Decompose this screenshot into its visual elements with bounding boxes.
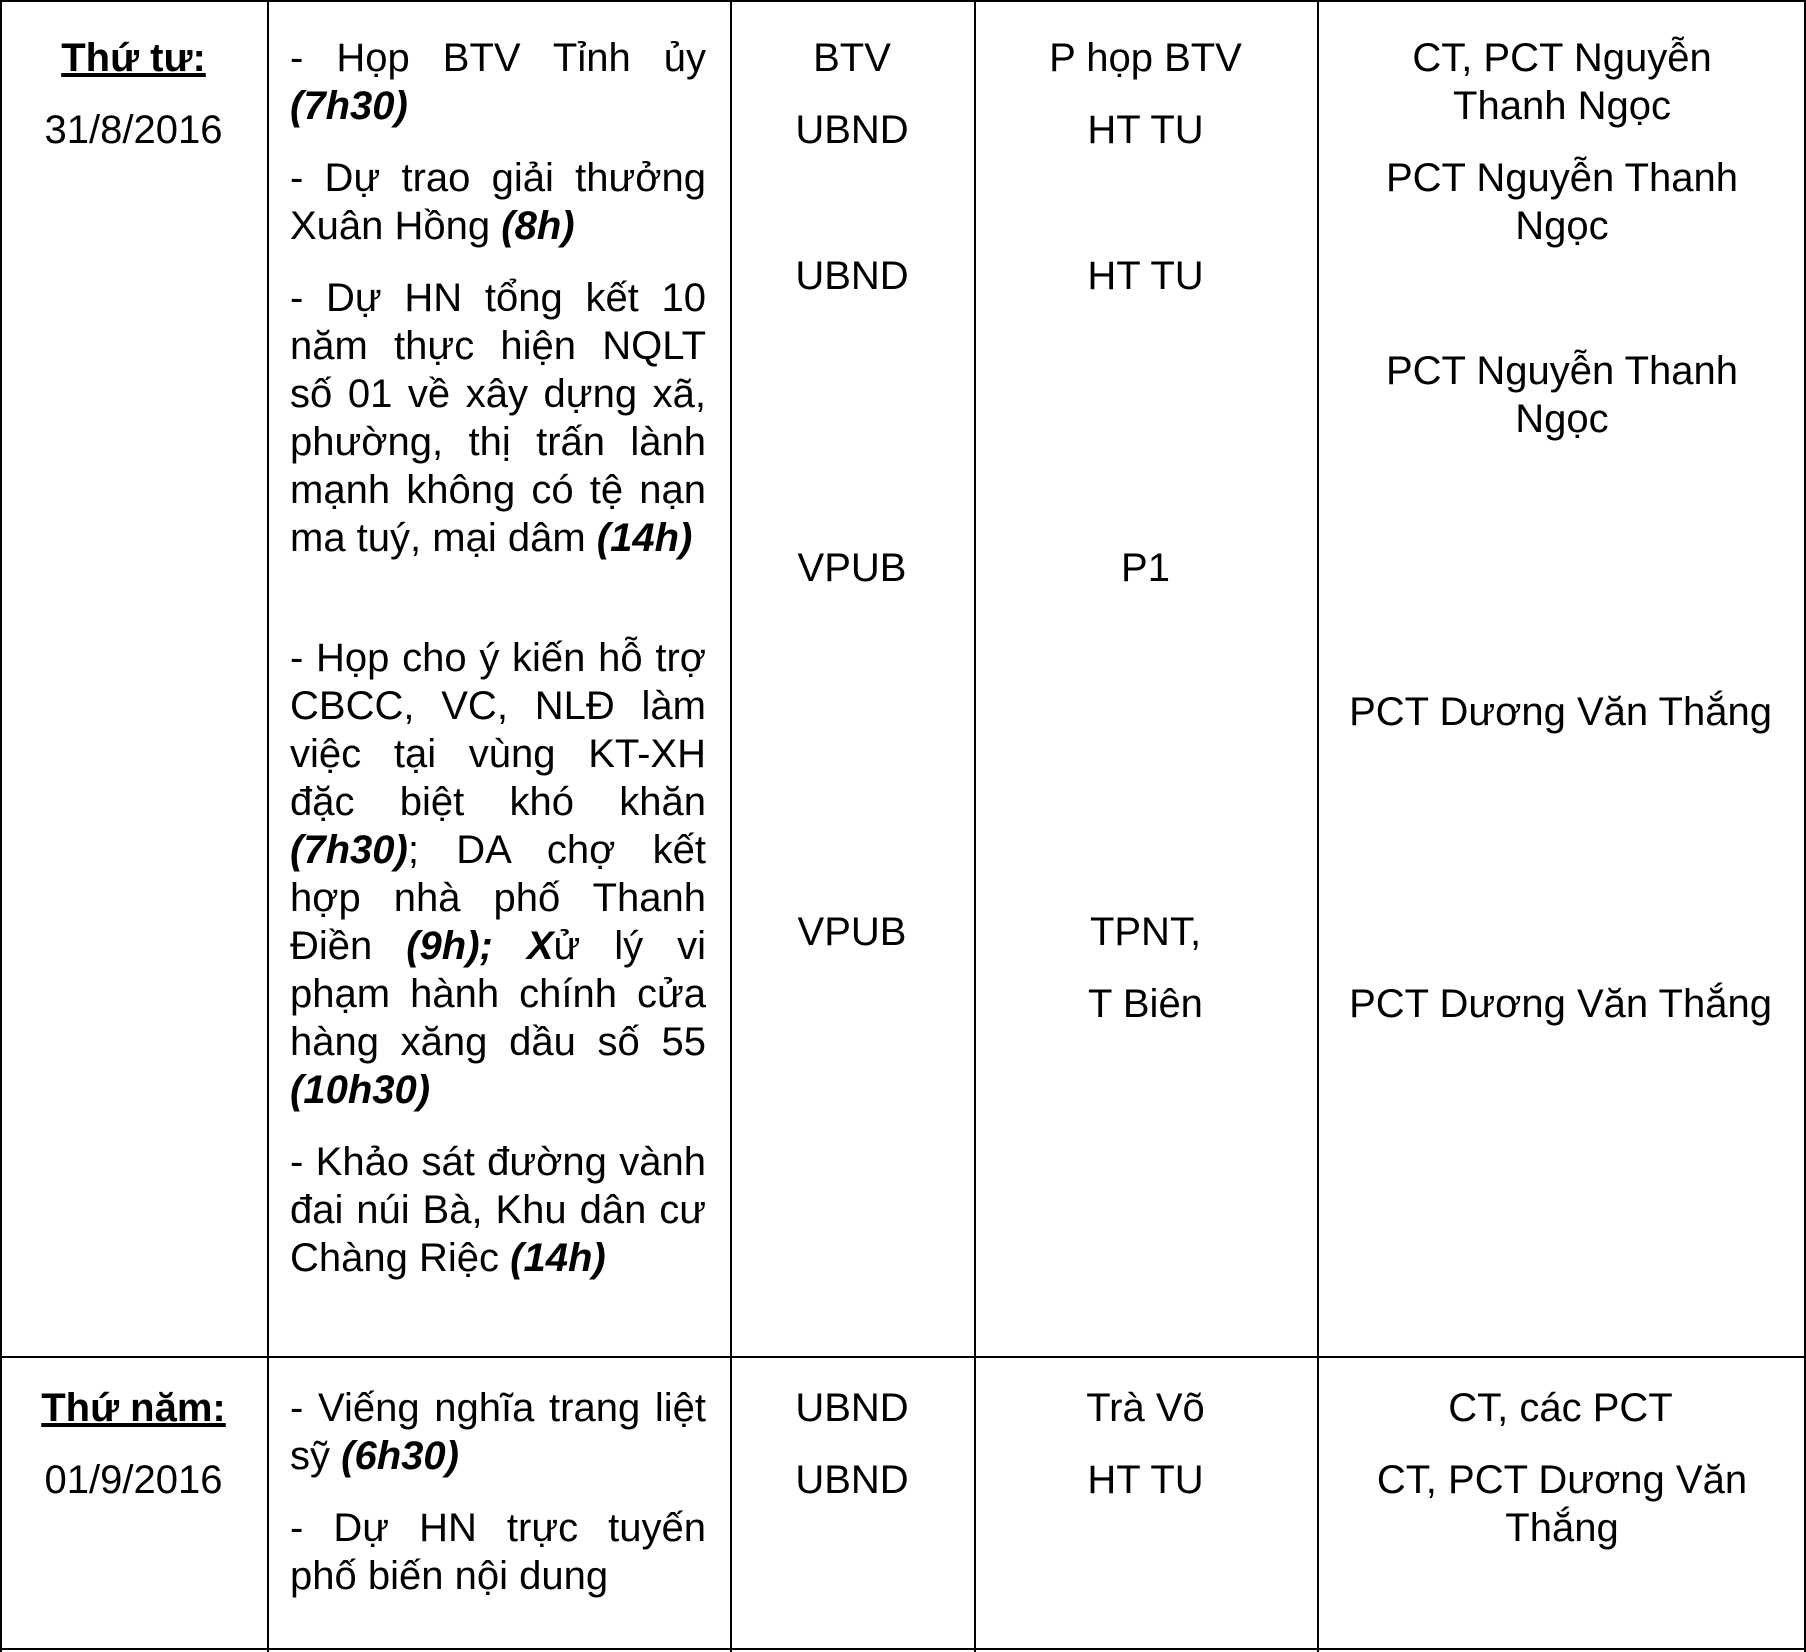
leader-cell: CT, các PCT [1448, 1386, 1673, 1430]
activity-item: - Dự HN trực tuyến phố biến nội dung [290, 1506, 706, 1598]
leader-cell: PCT Dương Văn Thắng [1349, 982, 1772, 1026]
unit-cell: UBND [795, 1458, 909, 1502]
activity-item: - Họp cho ý kiến hỗ trợ CBCC, VC, NLĐ làm việc tại vùng KT-XH đặc biệt khó khăn (7h30); DA chợ kết hợp nhà phố Thanh Điền (9h); Xử lý vi phạm hành chính cửa hàng xăng dầu số 55 (10h30) [290, 636, 706, 1112]
row-divider [0, 0, 1806, 2]
activity-item: - Viếng nghĩa trang liệt sỹ (6h30) [290, 1386, 706, 1478]
date-label: 01/9/2016 [44, 1458, 223, 1502]
date-label: 31/8/2016 [44, 108, 223, 152]
activity-item: - Khảo sát đường vành đai núi Bà, Khu dân cư Chàng Riệc (14h) [290, 1140, 706, 1280]
activity-item: - Dự trao giải thưởng Xuân Hồng (8h) [290, 156, 706, 248]
activity-item: - Dự HN tổng kết 10 năm thực hiện NQLT số 01 về xây dựng xã, phường, thị trấn lành mạnh không có tệ nạn ma tuý, mại dâm (14h) [290, 276, 706, 560]
place-cell: P họp BTV [1049, 36, 1242, 80]
leader-cell: PCT Nguyễn Thanh Ngọc [1385, 156, 1739, 248]
place-cell: HT TU [1087, 108, 1204, 152]
unit-cell: UBND [795, 254, 909, 298]
row-divider [0, 1648, 1806, 1650]
unit-cell: VPUB [797, 910, 907, 954]
activity-item: - Họp BTV Tỉnh ủy (7h30) [290, 36, 706, 128]
place-cell: T Biên [1088, 982, 1203, 1026]
day-label: Thứ năm: [41, 1386, 226, 1430]
day-label: Thứ tư: [61, 36, 206, 80]
place-cell: TPNT, [1089, 910, 1202, 954]
leader-cell: PCT Dương Văn Thắng [1349, 690, 1772, 734]
leader-cell: CT, PCT Dương Văn Thắng [1376, 1458, 1748, 1550]
place-cell: Trà Võ [1086, 1386, 1205, 1430]
unit-cell: BTV [813, 36, 891, 80]
leader-cell: PCT Nguyễn Thanh Ngọc [1385, 349, 1739, 441]
column-divider [267, 0, 269, 1652]
place-cell: HT TU [1087, 254, 1204, 298]
row-divider [0, 1356, 1806, 1358]
unit-cell: UBND [795, 108, 909, 152]
leader-cell: CT, PCT Nguyễn Thanh Ngọc [1412, 36, 1712, 128]
unit-cell: UBND [795, 1386, 909, 1430]
place-cell: P1 [1121, 546, 1170, 590]
place-cell: HT TU [1087, 1458, 1204, 1502]
unit-cell: VPUB [797, 546, 907, 590]
